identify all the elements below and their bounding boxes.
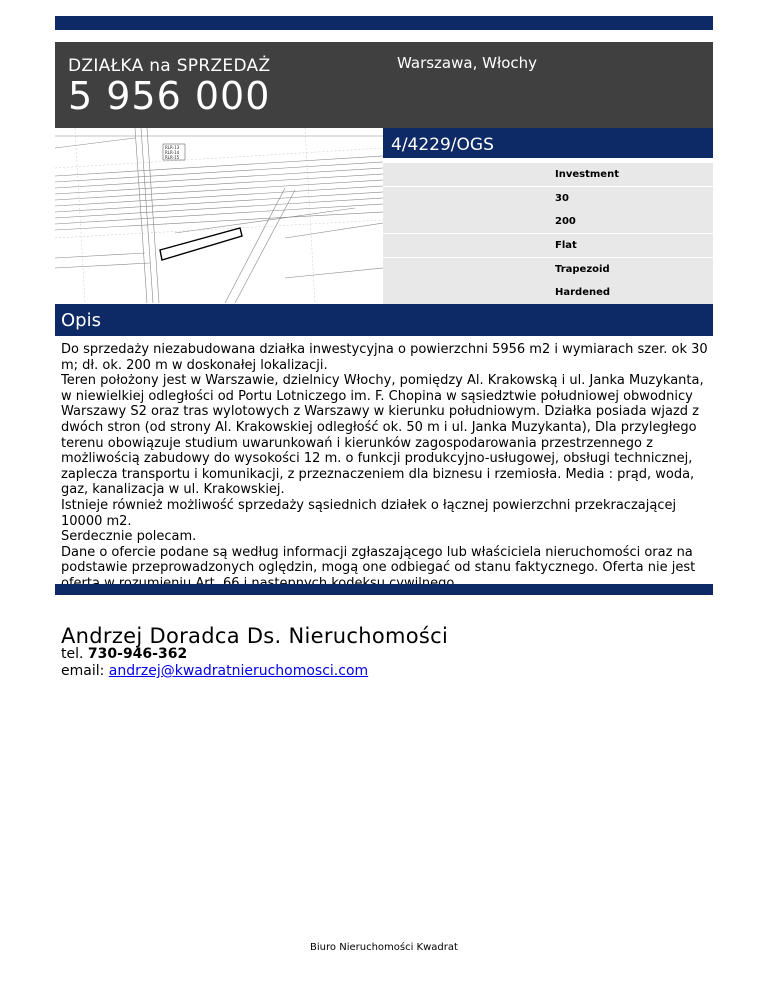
reference-number: 4/4229/OGS — [391, 135, 494, 155]
agent-phone — [61, 646, 187, 662]
spec-row-type — [383, 163, 713, 186]
description-paragraph: Istnieje również możliwość sprzedaży sąsiednich działek o łącznej powierzchni przekraczającej 10000 m2. — [61, 497, 677, 529]
spec-value: 30 — [555, 193, 569, 204]
section-divider-bar — [55, 584, 713, 595]
spec-row-width — [383, 187, 713, 210]
phone-number[interactable]: 730-946-362 — [87, 646, 188, 662]
description-paragraph: Dane o ofercie podane są według informacji zgłaszającego lub właściciela nieruchomości oraz na podstawie przeprowadzonych oględzin, mogą one odbiegać od stanu faktycznego. Oferta nie jest — [61, 544, 696, 576]
agent-email — [61, 663, 368, 679]
top-accent-bar — [55, 16, 713, 30]
price: 5 956 000 — [68, 74, 271, 118]
location: Warszawa, Włochy — [397, 54, 538, 72]
details-section — [55, 128, 713, 303]
site-plan-image — [55, 128, 383, 303]
spec-row-terrain — [383, 234, 713, 257]
spec-row-length — [383, 210, 713, 233]
spec-value: Investment — [555, 169, 619, 180]
spec-row-shape — [383, 258, 713, 281]
description-paragraph: Serdecznie polecam. — [61, 529, 197, 545]
email-label: email: — [61, 663, 105, 679]
spec-value: 200 — [555, 216, 576, 227]
plan-label: RLR-15 — [165, 155, 180, 160]
listing-header — [55, 42, 713, 128]
agent-name: Andrzej Doradca Ds. Nieruchomości — [61, 624, 449, 648]
site-plan-drawing — [55, 128, 383, 303]
phone-label: tel. — [61, 646, 84, 662]
spec-row-access-road — [383, 281, 713, 304]
plan-label: RLR-14 — [165, 150, 180, 155]
description-paragraph: Do sprzedaży niezabudowana działka inwestycyjna o powierzchni 5956 m2 i wymiarach szer. ok 30 m; dł. ok. 200 m w doskonałej lokalizacji. — [61, 342, 708, 373]
spec-value: Hardened — [555, 287, 611, 298]
plan-label: RLR-13 — [165, 145, 180, 150]
spec-value: Trapezoid — [555, 264, 610, 275]
reference-bar — [383, 128, 713, 158]
description-heading-bar — [55, 304, 713, 336]
footer-agency-name: Biuro Nieruchomości Kwadrat — [310, 942, 458, 953]
listing-type: DZIAŁKA na SPRZEDAŻ — [68, 56, 271, 76]
spec-value: Flat — [555, 240, 577, 251]
email-link[interactable]: andrzej@kwadratnieruchomosci.com — [108, 663, 369, 679]
description-paragraph: Teren położony jest w Warszawie, dzielnicy Włochy, pomiędzy Al. Krakowską i ul. Janka Muzykanta, w niewielkiej odległości od Portu Lotniczego im. F. Chopina w sąsiedztwie południowej obwodnicy Warszawy S2 oraz tras wylotowych z Warszawy w kierunku południowym. Działka posiada wjazd z dwóch stron (od strony Al. Krakowskiej odległość ok. 50 m i ul. Janka Muzykanta), Dla przyległego terenu obowiązuje studium uwarunkowań i kierunków zagospodarowania przestrzennego z możliwością zabudowy do wysokości 12 m. o funkcji produkcyjno-usługowej, obsługi technicznej, zaplecza transportu i komunikacji, z przeznaczeniem dla biznesu i rzemiosła. Media : prąd, woda, gaz, kanalizacja w ul. Krakowskiej. — [61, 373, 704, 498]
description-heading: Opis — [61, 310, 101, 331]
description-text — [61, 342, 713, 592]
